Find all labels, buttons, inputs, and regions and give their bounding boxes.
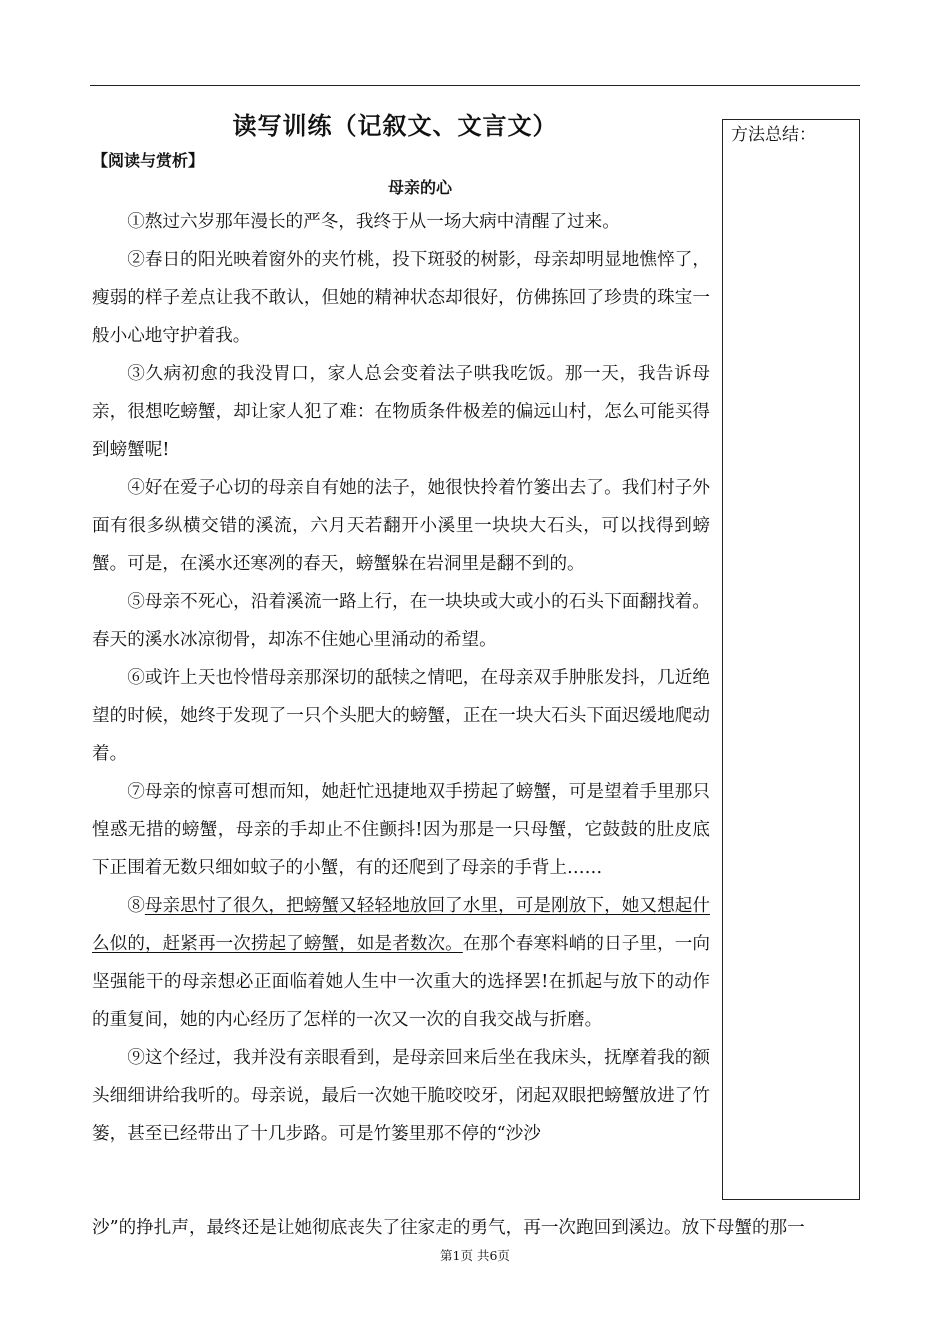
paragraph-9: ⑨这个经过，我并没有亲眼看到，是母亲回来后坐在我床头，抚摩着我的额头细细讲给我听的。母亲说，最后一次她干脆咬咬牙，闭起双眼把螃蟹放进了竹篓，甚至已经带出了十几步路。可是竹篓里那不停的“沙沙: [92, 1048, 710, 1144]
section-heading: 【阅读与赏析】: [92, 151, 205, 170]
article-title: 母亲的心: [387, 178, 452, 197]
paragraph-2: ②春日的阳光映着窗外的夹竹桃，投下斑驳的树影，母亲却明显地憔悴了，瘦弱的样子差点让我不敢认，但她的精神状态却很好，仿佛拣回了珍贵的珠宝一般小心地守护着我。: [92, 250, 710, 346]
paragraph-6: ⑥或许上天也怜惜母亲那深切的舐犊之情吧，在母亲双手肿胀发抖，几近绝望的时候，她终于发现了一只个头肥大的螃蟹，正在一块大石头下面迟缓地爬动着。: [92, 668, 710, 764]
document-title: 读写训练（记叙文、文言文）: [232, 111, 558, 140]
paragraph-1: ①熬过六岁那年漫长的严冬，我终于从一场大病中清醒了过来。: [127, 212, 620, 232]
paragraph-4: ④好在爱子心切的母亲自有她的法子，她很快拎着竹篓出去了。我们村子外面有很多纵横交错的溪流，六月天若翻开小溪里一块块大石头，可以找得到螃蟹。可是，在溪水还寒冽的春天，螃蟹躲在岩洞里是翻不到的。: [92, 478, 710, 574]
paragraph-8-rest: 在那个春寒料峭的日子里，一向坚强能干的母亲想必正面临着她人生中一次重大的选择罢!在抓起与放下的动作的重复间，她的内心经历了怎样的一次又一次的自我交战与折磨。: [92, 934, 710, 1030]
paragraph-3: ③久病初愈的我没胃口，家人总会变着法子哄我吃饭。那一天，我告诉母亲，很想吃螃蟹，却让家人犯了难：在物质条件极差的偏远山村，怎么可能买得到螃蟹呢!: [92, 364, 710, 460]
paragraph-5: ⑤母亲不死心，沿着溪流一路上行，在一块块或大或小的石头下面翻找着。春天的溪水冰凉彻骨，却冻不住她心里涌动的希望。: [92, 592, 710, 650]
paragraph-8-number: ⑧: [127, 896, 145, 916]
method-summary-box[interactable]: [722, 119, 860, 1200]
paragraph-7: ⑦母亲的惊喜可想而知，她赶忙迅捷地双手捞起了螃蟹，可是望着手里那只惶惑无措的螃蟹，母亲的手却止不住颤抖!因为那是一只母蟹，它鼓鼓的肚皮底下正围着无数只细如蚊子的小蟹，有的还爬到了母亲的手背上……: [92, 782, 710, 878]
article-body: [92, 203, 710, 1153]
underlined-sentence: 母亲思忖了很久，把螃蟹又轻轻地放回了水里，可是刚放下，她又想起什么似的，赶紧再一次捞起了螃蟹，如是者数次。: [92, 896, 710, 954]
top-rule: [90, 85, 860, 86]
page-footer: 第1页 共6页: [440, 1248, 510, 1263]
paragraph-9-continued: 沙”的挣扎声，最终还是让她彻底丧失了往家走的勇气，再一次跑回到溪边。放下母蟹的那一: [92, 1218, 805, 1238]
method-summary-label: 方法总结：: [731, 125, 816, 145]
paragraph-8: [92, 887, 710, 1039]
